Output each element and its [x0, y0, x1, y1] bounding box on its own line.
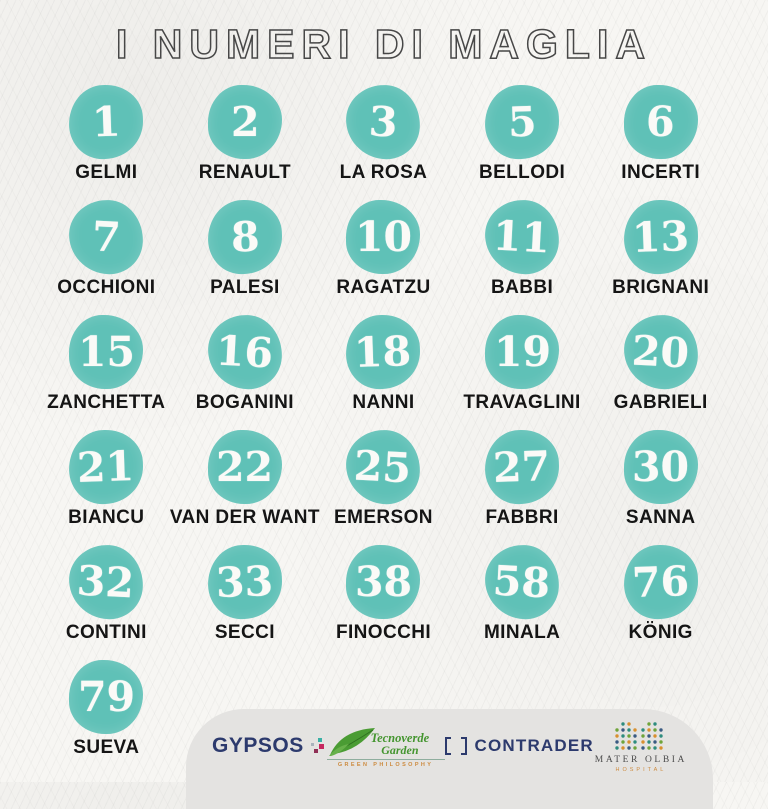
jersey-number-badge [67, 543, 145, 621]
player-cell [37, 314, 176, 429]
jersey-number: 7 [90, 212, 122, 262]
player-name: BRIGNANI [612, 277, 710, 298]
player-cell [591, 314, 730, 429]
jersey-number: 20 [630, 326, 691, 378]
jersey-number: 19 [493, 327, 551, 377]
player-cell [37, 429, 176, 544]
jersey-number-badge [68, 429, 145, 506]
jersey-number: 3 [367, 97, 399, 147]
jersey-number-badge [207, 544, 284, 621]
player-cell [453, 429, 592, 544]
jersey-number: 8 [229, 212, 260, 262]
player-name: FINOCCHI [335, 622, 431, 643]
jersey-number: 15 [77, 327, 135, 377]
player-name: CONTINI [65, 622, 147, 643]
gypsos-logo [212, 734, 326, 758]
tecnoverde-line1: Tecnoverde [370, 731, 430, 745]
player-cell [176, 544, 315, 659]
jersey-number-badge [346, 545, 420, 619]
player-name: PALESI [210, 277, 280, 298]
dots-icon [612, 719, 670, 753]
jersey-number-badge [484, 84, 561, 161]
player-cell [453, 314, 592, 429]
jersey-number: 1 [91, 97, 122, 147]
jersey-number-badge [484, 429, 561, 506]
player-name: LA ROSA [339, 162, 428, 183]
player-name: EMERSON [334, 507, 433, 528]
jersey-number: 79 [77, 672, 135, 722]
gypsos-wordmark: GYPSOS [212, 734, 304, 757]
player-name: BOGANINI [195, 392, 294, 413]
jersey-number-badge [346, 200, 420, 274]
player-name: FABBRI [485, 507, 559, 528]
jersey-number-badge [622, 199, 699, 276]
player-name: SECCI [214, 622, 275, 643]
player-cell [314, 199, 453, 314]
player-name: OCCHIONI [57, 277, 156, 298]
player-cell [314, 544, 453, 659]
players-grid [0, 84, 768, 774]
player-cell [169, 429, 320, 544]
tecnoverde-wordmark [371, 732, 430, 756]
player-cell [591, 199, 730, 314]
jersey-number-badge [67, 198, 145, 276]
sponsor-bar [186, 709, 713, 809]
player-cell [591, 544, 730, 659]
jersey-number-badge [622, 313, 700, 391]
jersey-number-badge [69, 660, 143, 734]
jersey-number: 16 [215, 326, 275, 378]
tecnoverde-tagline: GREEN PHILOSOPHY [327, 759, 445, 768]
player-cell [453, 84, 592, 199]
player-name: KÖNIG [628, 622, 693, 643]
brackets-icon [445, 737, 467, 755]
jersey-number: 21 [76, 442, 136, 492]
player-cell [453, 544, 592, 659]
mater-olbia-subtitle: HOSPITAL [615, 767, 667, 773]
player-cell [453, 199, 592, 314]
jersey-number-badge [207, 199, 284, 276]
player-name: BIANCU [68, 507, 145, 528]
player-name: RAGATZU [336, 277, 431, 298]
jersey-number-badge [69, 315, 143, 389]
tecnoverde-top [327, 724, 445, 756]
jersey-number-badge [345, 428, 423, 506]
poster-canvas [0, 14, 768, 782]
jersey-number: 6 [646, 97, 675, 147]
jersey-number: 18 [354, 327, 413, 377]
player-name: BELLODI [478, 162, 566, 183]
mater-olbia-wordmark: MATER OLBIA [594, 755, 687, 765]
page-title: I NUMERI DI MAGLIA [116, 21, 652, 67]
player-name: VAN DER WANT [169, 507, 320, 528]
player-name: NANNI [352, 392, 415, 413]
jersey-number-badge [208, 85, 282, 159]
jersey-number-badge [345, 314, 422, 391]
jersey-number-badge [345, 83, 423, 161]
jersey-number: 22 [216, 442, 274, 492]
player-name: ZANCHETTA [47, 392, 166, 413]
jersey-number: 25 [353, 441, 414, 493]
jersey-number: 58 [492, 556, 552, 608]
jersey-number: 5 [506, 97, 538, 147]
player-name: SANNA [625, 507, 696, 528]
jersey-number: 32 [76, 556, 137, 608]
jersey-number-badge [624, 430, 698, 504]
player-name: INCERTI [621, 162, 701, 183]
player-cell [591, 429, 730, 544]
tecnoverde-line2: Garden [381, 743, 419, 757]
jersey-number-badge [208, 430, 282, 504]
player-cell [314, 429, 453, 544]
jersey-number: 2 [230, 97, 260, 147]
player-name: GABRIELI [613, 392, 708, 413]
jersey-number-badge [483, 198, 561, 276]
tecnoverde-logo [327, 724, 445, 768]
player-cell [37, 84, 176, 199]
jersey-number-badge [485, 315, 559, 389]
player-name: MINALA [483, 622, 561, 643]
player-name: TRAVAGLINI [463, 392, 581, 413]
player-cell [37, 544, 176, 659]
player-name: GELMI [75, 162, 138, 183]
gypsos-squares-icon [310, 738, 326, 754]
player-cell [37, 659, 176, 774]
player-name: SUEVA [73, 737, 140, 758]
jersey-number: 30 [632, 442, 690, 492]
jersey-number: 13 [631, 212, 691, 262]
player-cell [176, 84, 315, 199]
contrader-wordmark: CONTRADER [474, 736, 594, 755]
jersey-number-badge [483, 543, 561, 621]
jersey-number: 76 [631, 557, 691, 607]
jersey-number-badge [624, 85, 698, 159]
player-cell [176, 199, 315, 314]
player-cell [176, 314, 315, 429]
jersey-number: 11 [492, 211, 552, 263]
jersey-number-badge [206, 313, 284, 391]
jersey-number-badge [622, 544, 699, 621]
contrader-logo [445, 736, 593, 756]
mater-olbia-logo [595, 719, 687, 773]
jersey-number: 27 [492, 442, 552, 492]
player-cell [591, 84, 730, 199]
player-name: RENAULT [198, 162, 291, 183]
jersey-number: 10 [354, 212, 413, 262]
player-name: BABBI [490, 277, 554, 298]
player-cell [37, 199, 176, 314]
player-cell [314, 314, 453, 429]
jersey-number: 33 [215, 557, 275, 607]
jersey-number: 38 [354, 557, 413, 607]
jersey-number-badge [68, 84, 145, 161]
player-cell [314, 84, 453, 199]
